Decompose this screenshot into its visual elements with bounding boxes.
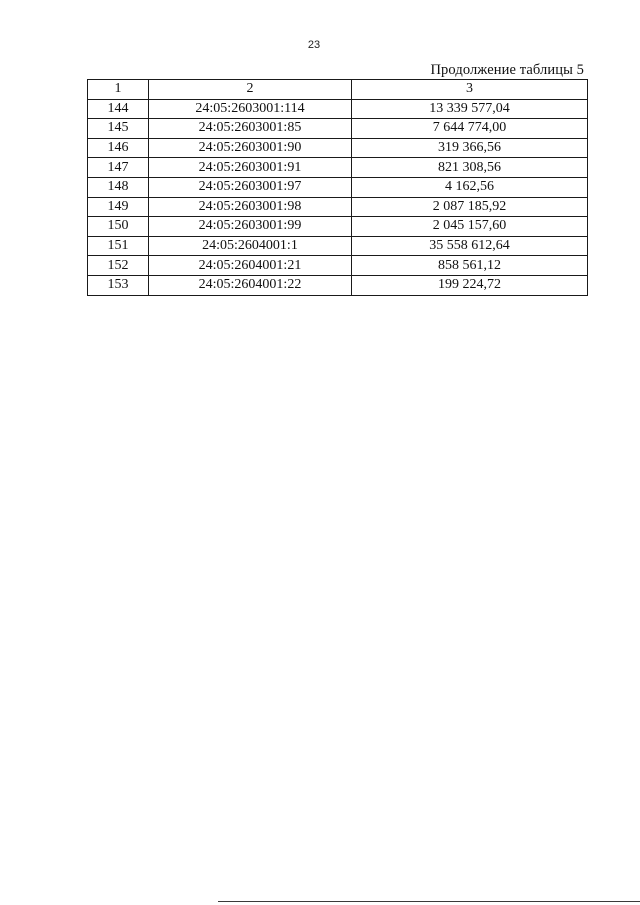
row-number-cell: 153 [88, 275, 149, 295]
table-caption: Продолжение таблицы 5 [430, 62, 584, 78]
row-number-cell: 146 [88, 138, 149, 158]
value-cell: 2 045 157,60 [352, 217, 588, 237]
row-number-cell: 148 [88, 177, 149, 197]
cadastral-number-cell: 24:05:2604001:21 [149, 256, 352, 276]
value-cell: 13 339 577,04 [352, 99, 588, 119]
table-row [88, 99, 588, 119]
footer-rule [218, 901, 640, 902]
column-header-1: 1 [88, 80, 149, 100]
value-cell: 7 644 774,00 [352, 119, 588, 139]
row-number-cell: 151 [88, 236, 149, 256]
cadastral-number-cell: 24:05:2603001:97 [149, 177, 352, 197]
cadastral-number-cell: 24:05:2604001:1 [149, 236, 352, 256]
table-header-row [88, 80, 588, 100]
value-cell: 319 366,56 [352, 138, 588, 158]
table-row [88, 177, 588, 197]
table-row [88, 138, 588, 158]
cadastral-number-cell: 24:05:2603001:90 [149, 138, 352, 158]
value-cell: 199 224,72 [352, 275, 588, 295]
page-number: 23 [307, 39, 321, 51]
value-cell: 35 558 612,64 [352, 236, 588, 256]
row-number-cell: 145 [88, 119, 149, 139]
table-row [88, 256, 588, 276]
row-number-cell: 147 [88, 158, 149, 178]
column-header-3: 3 [352, 80, 588, 100]
row-number-cell: 149 [88, 197, 149, 217]
cadastral-number-cell: 24:05:2603001:85 [149, 119, 352, 139]
column-header-2: 2 [149, 80, 352, 100]
cadastral-number-cell: 24:05:2603001:98 [149, 197, 352, 217]
cadastral-number-cell: 24:05:2603001:91 [149, 158, 352, 178]
table-row [88, 275, 588, 295]
row-number-cell: 150 [88, 217, 149, 237]
row-number-cell: 144 [88, 99, 149, 119]
value-cell: 2 087 185,92 [352, 197, 588, 217]
value-cell: 821 308,56 [352, 158, 588, 178]
cadastral-number-cell: 24:05:2604001:22 [149, 275, 352, 295]
table-row [88, 158, 588, 178]
table-row [88, 236, 588, 256]
data-table [87, 79, 588, 296]
cadastral-number-cell: 24:05:2603001:114 [149, 99, 352, 119]
row-number-cell: 152 [88, 256, 149, 276]
table-row [88, 217, 588, 237]
value-cell: 4 162,56 [352, 177, 588, 197]
table-row [88, 119, 588, 139]
table-row [88, 197, 588, 217]
cadastral-number-cell: 24:05:2603001:99 [149, 217, 352, 237]
value-cell: 858 561,12 [352, 256, 588, 276]
